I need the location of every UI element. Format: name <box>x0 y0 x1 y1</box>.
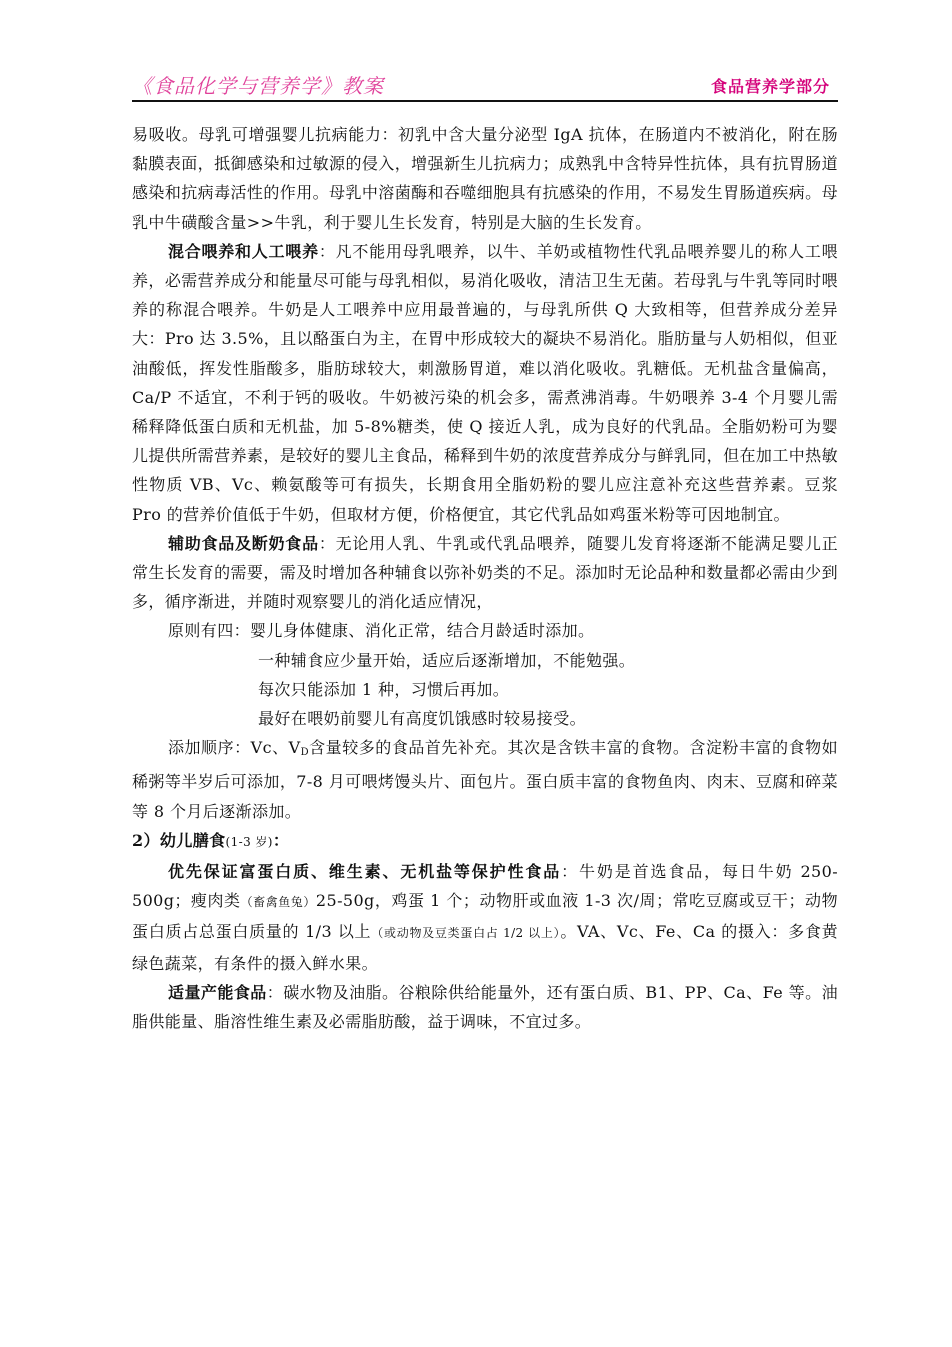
rule-item: 最好在喂奶前婴儿有高度饥饿感时较易接受。 <box>258 709 587 729</box>
paragraph-breastfeeding-benefits: 易吸收。母乳可增强婴儿抗病能力：初乳中含大量分泌型 IgA 抗体，在肠道内不被消化，附在肠黏膜表面，抵御感染和过敏源的侵入，增强新生儿抗病力；成熟乳中含特异性抗体，具有抗胃肠道感染和抗病毒活性的作用。母乳中溶菌酶和吞噬细胞具有抗感染的作用，不易发生胃肠道疾病。母乳中牛磺酸含量>>牛乳，利于婴儿生长发育，特别是大脑的生长发育。 <box>132 125 838 232</box>
section-heading-toddler-diet: 2）幼儿膳食(1-3 岁)： <box>132 830 290 850</box>
paragraph-heading: 辅助食品及断奶食品 <box>168 533 319 553</box>
header-title: 《食品化学与营养学》教案 <box>132 74 384 98</box>
paragraph-mixed-artificial-feeding: 混合喂养和人工喂养：凡不能用母乳喂养，以牛、羊奶或植物性代乳品喂养婴儿的称人工喂养，必需营养成分和能量尽可能与母乳相似，易消化吸收，清洁卫生无菌。若母乳与牛乳等同时喂养的称混合喂养。牛奶是人工喂养中应用最普遍的，与母乳所供 Q 大致相等，但营养成分差异大：Pro 达 3.5%，且以酪蛋白为主，在胃中形成较大的凝块不易消化。脂肪量与人奶相似，但亚油酸低，挥发性脂酸多，脂肪球较大，刺激肠胃道，难以消化吸收。乳糖低。无机盐含量偏高，Ca/P 不适宜，不利于钙的吸收。牛奶被污染的机会多，需煮沸消毒。牛奶喂养 3-4 个月婴儿需稀释降低蛋白质和无机盐，加 5-8%糖类，使 Q 接近人乳，成为良好的代乳品。全脂奶粉可为婴儿提供所需营养素，是较好的婴儿主食品，稀释到牛奶的浓度营养成分与鲜乳同，但在加工中热敏性物质 VB、Vc、赖氨酸等可有损失，长期食用全脂奶粉的婴儿应注意补充这些营养素。豆浆 Pro 的营养价值低于牛奶，但取材方便，价格便宜，其它代乳品如鸡蛋米粉等可因地制宜。 <box>132 241 838 524</box>
header-section: 食品营养学部分 <box>710 77 830 96</box>
rules-lead: 原则有四： <box>168 621 251 641</box>
paragraph-heading: 优先保证富蛋白质、维生素、无机盐等保护性食品 <box>168 862 562 882</box>
paragraph-energy-foods: 适量产能食品：碳水物及油脂。谷粮除供给能量外，还有蛋白质、B1、PP、Ca、Fe 等。油脂供能量、脂溶性维生素及必需脂肪酸，益于调味，不宜过多。 <box>132 982 838 1032</box>
document-body <box>132 120 838 1036</box>
paragraph-heading: 混合喂养和人工喂养 <box>168 241 319 261</box>
paragraph-heading: 适量产能食品 <box>168 982 267 1002</box>
paragraph-complementary-food: 辅助食品及断奶食品：无论用人乳、牛乳或代乳品喂养，随婴儿发育将逐渐不能满足婴儿正常生长发育的需要，需及时增加各种辅食以弥补奶类的不足。添加时无论品种和数量都必需由少到多，循序渐进，并随时观察婴儿的消化适应情况， <box>132 533 838 612</box>
rule-item: 每次只能添加 1 种，习惯后再加。 <box>258 679 510 699</box>
rule-item: 一种辅食应少量开始，适应后逐渐增加，不能勉强。 <box>258 650 636 670</box>
page-header <box>132 68 838 102</box>
rule-item: 原则有四：婴儿身体健康、消化正常，结合月龄适时添加。 <box>168 621 595 641</box>
paragraph-adding-order: 添加顺序：Vc、$V_D$含量较多的食品首先补充。其次是含铁丰富的食物。含淀粉丰富的食物如稀粥等半岁后可添加，7-8 月可喂烤馒头片、面包片。蛋白质丰富的食物鱼肉、肉末、豆腐和碎菜等 8 个月后逐渐添加。 <box>132 738 838 821</box>
paragraph-protective-foods: 优先保证富蛋白质、维生素、无机盐等保护性食品：牛奶是首选食品，每日牛奶 250-500g；瘦肉类（畜禽鱼兔）25-50g，鸡蛋 1 个；动物肝或血液 1-3 次/周；常吃豆腐或豆干；动物蛋白质占总蛋白质量的 1/3 以上（或动物及豆类蛋白占 1/2 以上）。VA、Vc、Fe、Ca 的摄入：多食黄绿色蔬菜，有条件的摄入鲜水果。 <box>132 862 838 973</box>
